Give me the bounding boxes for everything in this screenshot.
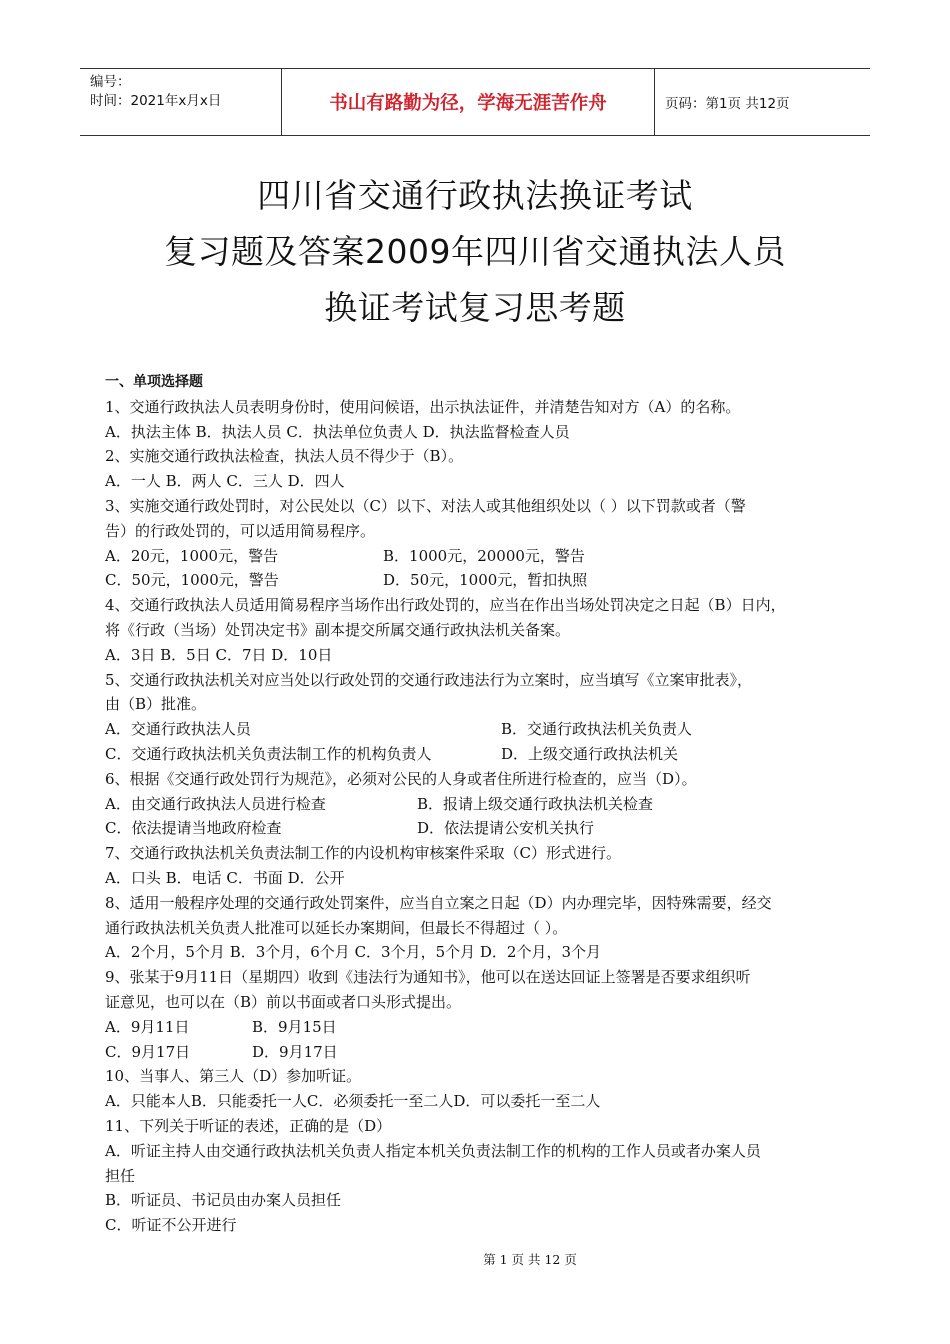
question-6: 6、根据《交通行政处罚行为规范》，必须对公民的人身或者住所进行检查的，应当（D）。	[105, 769, 697, 788]
option-row	[105, 568, 865, 593]
option-b: B．9月15日	[252, 1017, 337, 1036]
document-body	[105, 370, 865, 1238]
question-3-cont: 告）的行政处罚的，可以适用简易程序。	[105, 521, 376, 540]
question-4-cont: 将《行政（当场）处罚决定书》副本提交所属交通行政执法机关备案。	[105, 620, 571, 639]
date-label: 时间：2021年x月x日	[90, 93, 222, 109]
option-row	[105, 1015, 865, 1040]
option-c: C．听证不公开进行	[105, 1216, 237, 1235]
option-row	[105, 1040, 865, 1065]
option-row	[105, 544, 865, 569]
question-3: 3、实施交通行政处罚时，对公民处以（C）以下、对法人或其他组织处以（ ）以下罚款或者（警	[105, 496, 746, 515]
question-8-cont: 通行政执法机关负责人批准可以延长办案期间，但最长不得超过（ ）。	[105, 918, 568, 937]
question-10-options: A．只能本人B．只能委托一人C．必须委托一至二人D．可以委托一至二人	[105, 1092, 601, 1111]
number-label: 编号：	[90, 74, 131, 90]
page-footer: 第 1 页 共 12 页	[483, 1252, 577, 1267]
option-row	[105, 717, 865, 742]
question-8-options: A．2个月，5个月 B．3个月，6个月 C．3个月，5个月 D．2个月，3个月	[105, 943, 602, 962]
option-c: C．依法提请当地政府检查	[105, 819, 282, 838]
question-2-options: A．一人 B．两人 C．三人 D．四人	[105, 472, 345, 491]
section-heading: 一、单项选择题	[105, 374, 203, 390]
option-row	[105, 792, 865, 817]
question-4-options: A．3日 B．5日 C．7日 D．10日	[105, 645, 333, 664]
option-a: A．由交通行政执法人员进行检查	[105, 794, 326, 813]
option-a: A．听证主持人由交通行政执法机关负责人指定本机关负责法制工作的机构的工作人员或者办案人员	[105, 1141, 761, 1160]
question-9: 9、张某于9月11日（星期四）收到《违法行为通知书》，他可以在送达回证上签署是否要求组织听	[105, 968, 751, 987]
option-c: C．9月17日	[105, 1042, 191, 1061]
option-b: B．交通行政执法机关负责人	[501, 720, 693, 739]
question-10: 10、当事人、第三人（D）参加听证。	[105, 1067, 362, 1086]
option-d: D．上级交通行政执法机关	[501, 744, 679, 763]
question-9-cont: 证意见，也可以在（B）前以书面或者口头形式提出。	[105, 992, 462, 1011]
option-d: D．依法提请公安机关执行	[417, 819, 595, 838]
title-line-3: 换证考试复习思考题	[324, 288, 626, 327]
document-title	[0, 168, 950, 336]
question-11: 11、下列关于听证的表述，正确的是（D）	[105, 1116, 392, 1135]
question-5: 5、交通行政执法机关对应当处以行政处罚的交通行政违法行为立案时，应当填写《立案审批表》，	[105, 670, 753, 689]
question-4: 4、交通行政执法人员适用简易程序当场作出行政处罚的，应当在作出当场处罚决定之日起（B）日内，	[105, 596, 786, 615]
option-d: D．9月17日	[252, 1042, 338, 1061]
option-a: A．9月11日	[105, 1017, 190, 1036]
option-d: D．50元，1000元，暂扣执照	[383, 571, 588, 590]
option-b: B．报请上级交通行政执法机关检查	[417, 794, 654, 813]
option-a: A．交通行政执法人员	[105, 720, 251, 739]
option-c: C．50元，1000元，警告	[105, 571, 279, 590]
header-meta	[80, 69, 281, 135]
title-line-2: 复习题及答案2009年四川省交通执法人员	[164, 232, 786, 271]
option-row	[105, 816, 865, 841]
option-b: B．听证员、书记员由办案人员担任	[105, 1191, 342, 1210]
header-motto: 书山有路勤为径，学海无涯苦作舟	[281, 69, 655, 135]
question-1: 1、交通行政执法人员表明身份时，使用问候语，出示执法证件，并清楚告知对方（A）的名称。	[105, 397, 741, 416]
option-row	[105, 742, 865, 767]
document-header	[80, 68, 870, 136]
question-1-options: A．执法主体 B．执法人员 C．执法单位负责人 D．执法监督检查人员	[105, 422, 570, 441]
question-7: 7、交通行政执法机关负责法制工作的内设机构审核案件采取（C）形式进行。	[105, 844, 622, 863]
question-8: 8、适用一般程序处理的交通行政处罚案件，应当自立案之日起（D）内办理完毕，因特殊需要，经交	[105, 893, 772, 912]
option-c: C．交通行政执法机关负责法制工作的机构负责人	[105, 744, 432, 763]
question-5-cont: 由（B）批准。	[105, 695, 207, 714]
question-7-options: A．口头 B．电话 C．书面 D．公开	[105, 868, 345, 887]
option-a: A．20元，1000元，警告	[105, 546, 279, 565]
option-a-cont: 担任	[105, 1166, 136, 1185]
title-line-1: 四川省交通行政执法换证考试	[257, 176, 693, 215]
header-page-info: 页码：第1页 共12页	[665, 96, 790, 112]
option-b: B．1000元，20000元，警告	[383, 546, 585, 565]
question-2: 2、实施交通行政执法检查，执法人员不得少于（B）。	[105, 447, 464, 466]
